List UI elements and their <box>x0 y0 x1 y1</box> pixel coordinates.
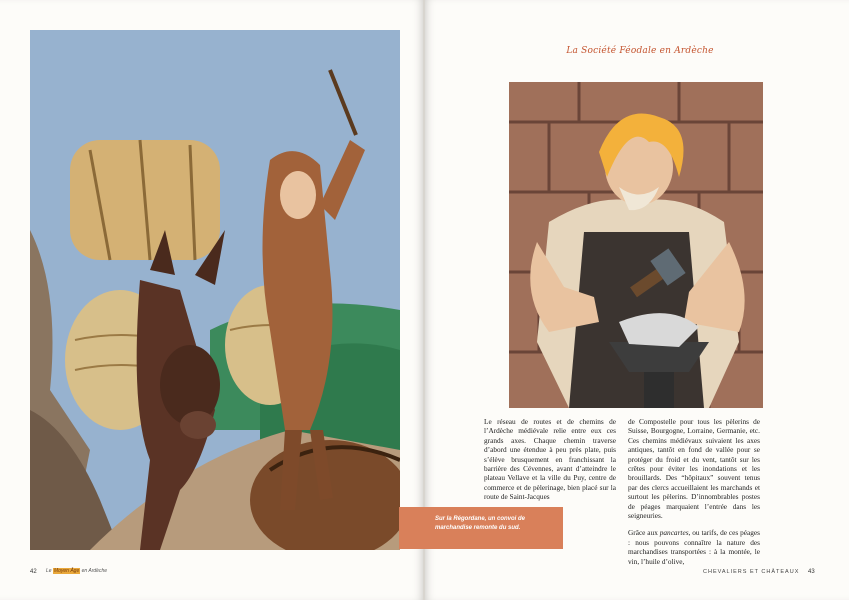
running-foot-left-post: en Ardèche <box>80 568 108 574</box>
paragraph-rest: , ou tarifs, de ces péages : nous pouvons connaître la nature des marchandises transportées : à la montée, le vin, l’huile d’olive, <box>628 528 760 566</box>
page-number-left: 42 <box>30 569 37 575</box>
running-foot-left-pre: Le <box>46 568 53 574</box>
mule-and-driver-illustration <box>30 30 400 550</box>
running-foot-highlight: Moyen Âge <box>53 568 80 574</box>
page-number-right: 43 <box>808 569 815 575</box>
running-head-title: La Société Féodale en Ardèche <box>566 46 714 56</box>
paragraph: Le réseau de routes et de chemins de l’Ardèche médiévale relie entre eux ces grands axes. Chaque chemin traverse d’abord une étendue à peu près plate, puis s’élève brusquement en franchissant la barrière des Cévennes, avant d’atteindre le plateau Vellave et la ville du Puy, centre de commerce et de pèlerinage, bien placé sur la route de Saint-Jacques <box>484 417 616 502</box>
running-foot-left <box>46 568 107 574</box>
paragraph: de Compostelle pour tous les pèlerins de Suisse, Bourgogne, Lorraine, Germanie, etc. Ces chemins médiévaux suivaient les axes antiques, tantôt en fond de vallée pour se protéger du froid et du vent, tantôt sur les crêtes pour éviter les inondations et les brouillards. Des “hôpitaux” souvent tenus par des clercs accueillaient les marchands et surtout les pèlerins. D’innombrables postes de péages marquaient l’entrée dans les seigneuries. <box>628 417 760 521</box>
blacksmith-illustration <box>509 82 763 408</box>
emphasis-term: pancartes <box>659 528 689 538</box>
body-text-column-2 <box>628 417 760 574</box>
paragraph-lead: Grâce aux <box>628 528 660 538</box>
paragraph <box>628 528 760 566</box>
body-text-column-1 <box>484 417 616 510</box>
running-foot-right: CHEVALIERS ET CHÂTEAUX <box>703 569 800 575</box>
illustration-caption: Sur la Régordane, un convoi de marchandise remonte du sud. <box>399 507 563 549</box>
